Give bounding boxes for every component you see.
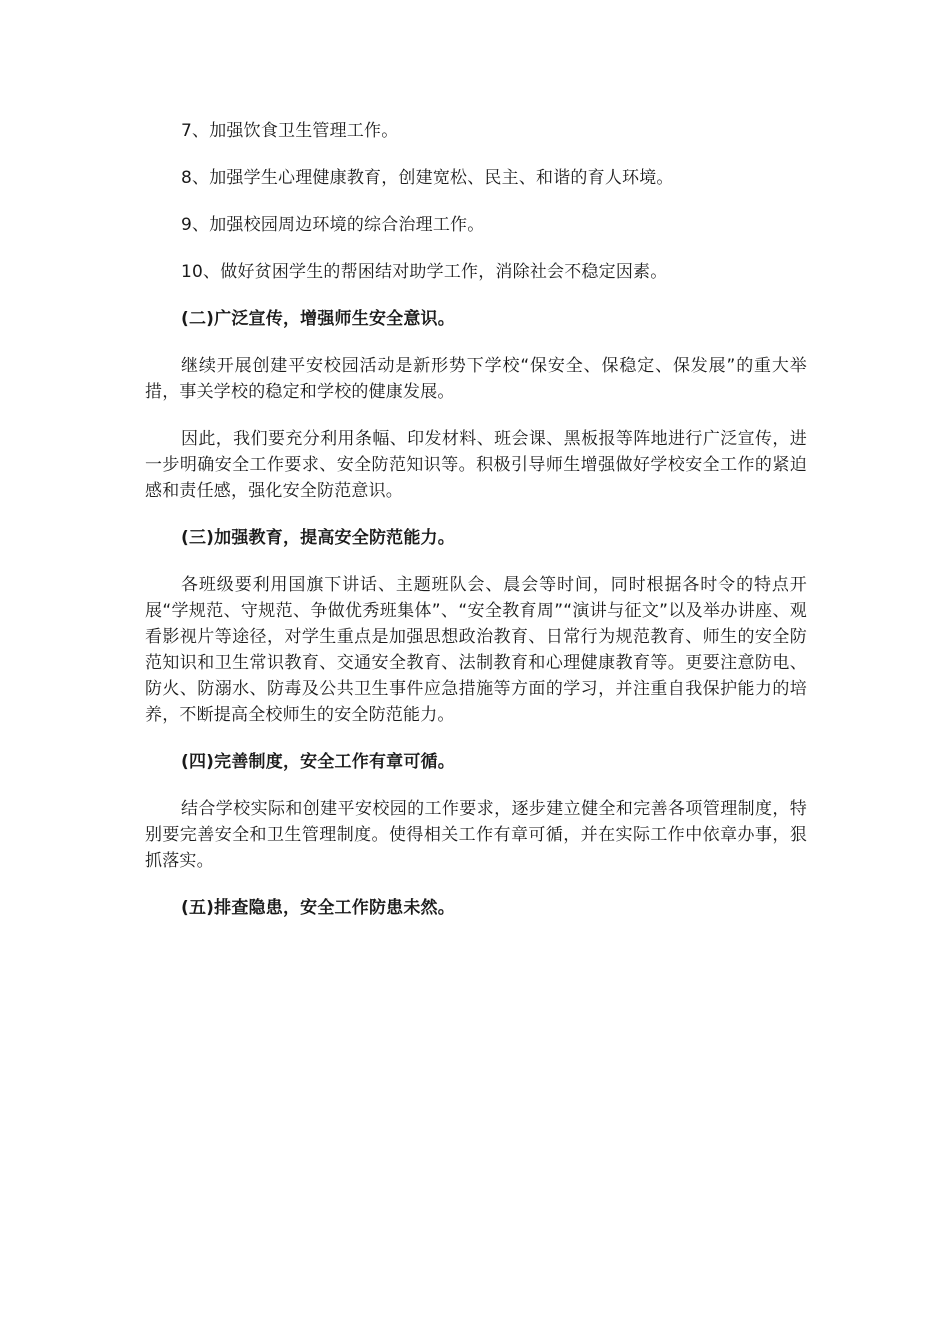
list-item-9: 9、加强校园周边环境的综合治理工作。 [181, 215, 485, 235]
section-2-heading: (二)广泛宣传，增强师生安全意识。 [181, 309, 455, 329]
list-item-10: 10、做好贫困学生的帮困结对助学工作，消除社会不稳定因素。 [181, 262, 668, 282]
section-5-heading: (五)排查隐患，安全工作防患未然。 [181, 898, 455, 918]
section-4-heading: (四)完善制度，安全工作有章可循。 [181, 752, 455, 772]
list-item-7: 7、加强饮食卫生管理工作。 [181, 121, 399, 141]
section-3-paragraph-1: 各班级要利用国旗下讲话、主题班队会、晨会等时间，同时根据各时令的特点开展“学规范、守规范、争做优秀班集体”、“安全教育周”“演讲与征文”以及举办讲座、观看影视片等途径，对学生重点是加强思想政治教育、日常行为规范教育、师生的安全防范知识和卫生常识教育、交通安全教育、法制教育和心理健康教育等。更要注意防电、防火、防溺水、防毒及公共卫生事件应急措施等方面的学习，并注重自我保护能力的培养，不断提高全校师生的安全防范能力。 [145, 575, 807, 725]
section-3-heading: (三)加强教育，提高安全防范能力。 [181, 528, 455, 548]
section-2-paragraph-2: 因此，我们要充分利用条幅、印发材料、班会课、黑板报等阵地进行广泛宣传，进一步明确安全工作要求、安全防范知识等。积极引导师生增强做好学校安全工作的紧迫感和责任感，强化安全防范意识。 [145, 429, 807, 501]
document-page [145, 118, 807, 942]
list-item-8: 8、加强学生心理健康教育，创建宽松、民主、和谐的育人环境。 [181, 168, 674, 188]
section-4-paragraph-1: 结合学校实际和创建平安校园的工作要求，逐步建立健全和完善各项管理制度，特别要完善安全和卫生管理制度。使得相关工作有章可循，并在实际工作中依章办事，狠抓落实。 [145, 799, 807, 871]
section-2-paragraph-1: 继续开展创建平安校园活动是新形势下学校“保安全、保稳定、保发展”的重大举措，事关学校的稳定和学校的健康发展。 [145, 356, 807, 402]
